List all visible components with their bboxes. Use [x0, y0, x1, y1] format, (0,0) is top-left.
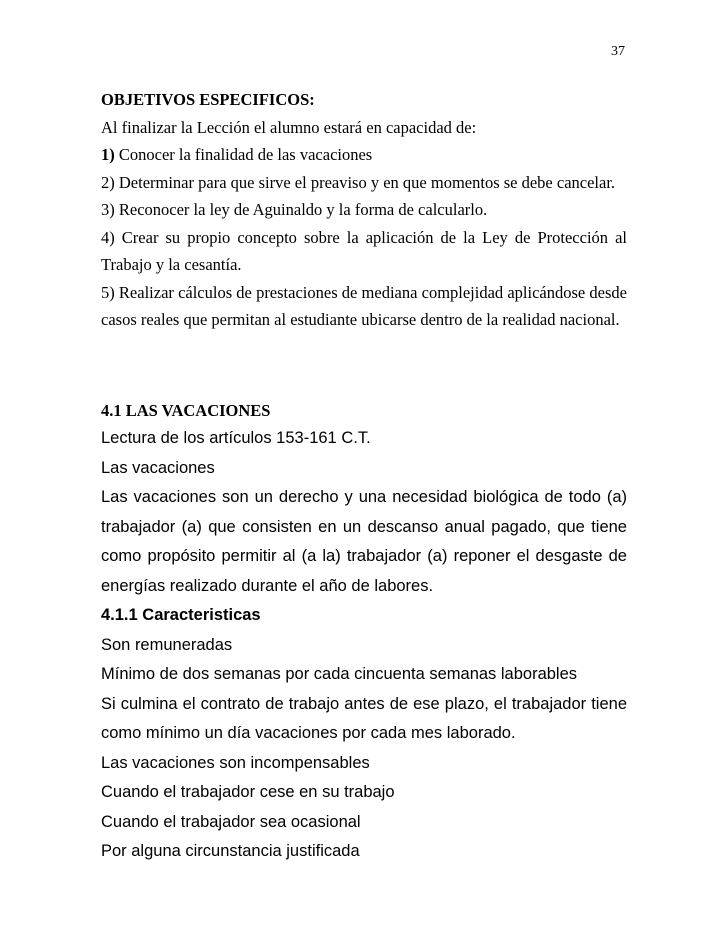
objective-item-4: 4) Crear su propio concepto sobre la aplicación de la Ley de Protección al Trabajo y la cesantía.: [101, 227, 627, 274]
subsection-title: 4.1.1 Caracteristicas: [101, 606, 261, 624]
reading-reference: Lectura de los artículos 153-161 C.T.: [101, 429, 371, 447]
objective-item-2: 2) Determinar para que sirve el preaviso y en que momentos se debe cancelar.: [101, 172, 616, 192]
section-title: 4.1 LAS VACACIONES: [101, 401, 271, 420]
characteristic-line: Por alguna circunstancia justificada: [101, 842, 360, 860]
characteristic-line: Las vacaciones son incompensables: [101, 753, 370, 772]
characteristic-line: Cuando el trabajador cese en su trabajo: [101, 783, 395, 801]
characteristic-line: Si culmina el contrato de trabajo antes de ese plazo, el trabajador tiene como mínimo un día vacaciones por cada mes laborado.: [101, 694, 627, 742]
objectives-block: [101, 86, 627, 334]
objective-item-1-text: Conocer la finalidad de las vacaciones: [114, 145, 373, 164]
objectives-intro: Al finalizar la Lección el alumno estará en capacidad de:: [101, 117, 477, 137]
objective-item-5: 5) Realizar cálculos de prestaciones de mediana complejidad aplicándose desde casos reales que permitan al estudiante ubicarse dentro de la realidad nacional.: [101, 282, 627, 329]
vacations-definition: Las vacaciones son un derecho y una necesidad biológica de todo (a) trabajador (a) que consisten en un descanso anual pagado, que tiene como propósito permitir al (a la) trabajador (a) reponer el desgaste de energías realizado durante el año de labores.: [101, 488, 627, 595]
objective-item-3: 3) Reconocer la ley de Aguinaldo y la forma de calcularlo.: [101, 200, 488, 219]
vacations-subtitle: Las vacaciones: [101, 458, 215, 477]
characteristic-line: Cuando el trabajador sea ocasional: [101, 812, 361, 831]
objective-item-1-number: 1): [101, 145, 115, 164]
characteristic-line: Son remuneradas: [101, 635, 233, 654]
objective-item-1: [101, 141, 627, 169]
characteristic-line: Mínimo de dos semanas por cada cincuenta semanas laborables: [101, 665, 578, 683]
objectives-heading: OBJETIVOS ESPECIFICOS:: [101, 90, 315, 109]
page-number: 37: [611, 44, 625, 59]
vacations-block: [101, 424, 627, 867]
